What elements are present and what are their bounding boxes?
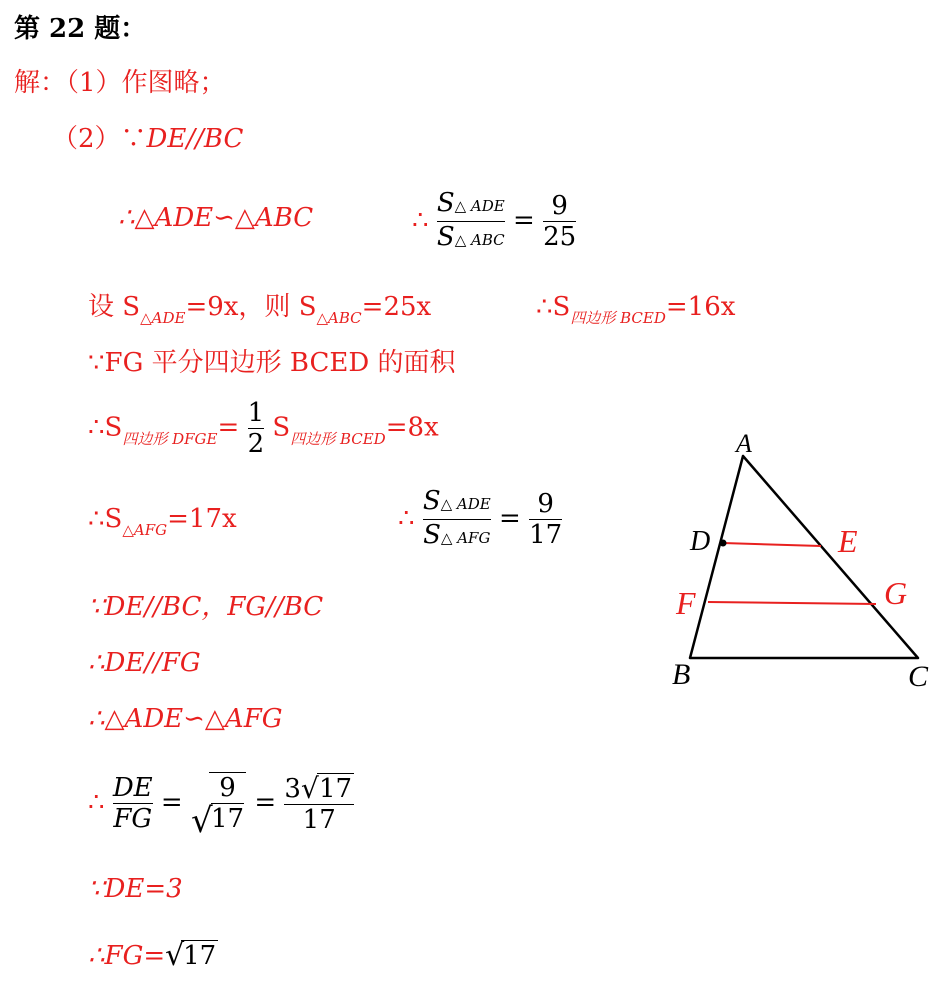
subscript: △AFG [122, 521, 168, 539]
similar-triangles-2: ∴△ADE∽△AFG [88, 704, 283, 734]
point-d-dot [720, 540, 727, 547]
because-prefix: （2）∵ [52, 124, 147, 154]
solution-line-2 [52, 124, 243, 154]
equals-sign: = [513, 205, 535, 236]
numerator: DE [112, 773, 153, 803]
subscript: △ ADE [454, 197, 505, 215]
therefore-symbol: ∴ [398, 503, 415, 534]
text-segment: =9x，则 S [185, 292, 317, 322]
subscript: △ AFG [440, 529, 491, 547]
radicand: 17 [318, 773, 353, 804]
coefficient: 3 [284, 773, 301, 804]
denominator: 25 [543, 222, 577, 252]
equals-sign: = [217, 412, 240, 443]
triangle-figure [664, 422, 944, 692]
segment-de [723, 543, 821, 546]
side-ratio-line [88, 771, 354, 841]
radical-icon: √ [300, 771, 319, 805]
area-ratio-1 [412, 188, 576, 255]
text-segment: S [272, 412, 291, 443]
numerator: 1 [247, 398, 265, 428]
label-d: D [690, 526, 711, 557]
radical-icon: √ [165, 938, 185, 973]
label-f: F [676, 585, 696, 621]
subscript: 四边形 BCED [290, 429, 386, 448]
numerator: 9 [537, 489, 554, 519]
text-segment: ∴FG= [88, 941, 166, 971]
radicand: 17 [183, 941, 217, 971]
text-segment: =25x [361, 292, 432, 322]
simplified-fraction [284, 773, 354, 835]
subscript: 四边形 DFGE [122, 429, 218, 448]
area-fraction-2 [423, 486, 491, 553]
text-segment: =16x [665, 292, 736, 322]
let-area-line [88, 292, 431, 325]
denominator: 2 [247, 429, 265, 459]
s-symbol: S [422, 486, 441, 516]
s-symbol: S [436, 222, 455, 252]
subscript: 四边形 BCED [570, 309, 666, 327]
denominator: 17 [210, 804, 245, 834]
bisect-statement: ∵FG 平分四边形 BCED 的面积 [88, 348, 456, 378]
text-segment: ∴S [88, 412, 123, 443]
subscript: △ADE [140, 309, 186, 327]
side-fraction [113, 773, 153, 834]
denominator: FG [113, 804, 153, 834]
half-area-line [88, 398, 439, 459]
label-g: G [884, 575, 908, 611]
numerator: 9 [219, 773, 236, 803]
therefore-symbol: ∴ [88, 787, 105, 818]
s-symbol: S [423, 520, 441, 550]
label-e: E [838, 523, 858, 559]
denominator: 17 [529, 520, 563, 550]
text-segment: =8x [385, 412, 439, 443]
area-ratio-2 [398, 486, 562, 553]
equals-sign: = [499, 503, 521, 534]
text-segment: =17x [167, 504, 237, 534]
solution-line-1: 解：（1）作图略； [14, 68, 226, 98]
de-value-line: ∵DE=3 [88, 874, 183, 904]
label-c: C [908, 660, 929, 692]
triangle-abc [690, 456, 918, 658]
s-symbol: S [436, 188, 455, 218]
parallel-relation: DE//BC [146, 124, 244, 154]
ratio-fraction [543, 191, 576, 252]
radical-icon: √ [190, 801, 213, 841]
problem-header: 第 22 题： [14, 14, 147, 44]
two-parallels-line: ∵DE//BC，FG//BC [88, 592, 324, 622]
text-segment: ∴S [88, 504, 123, 534]
afg-area-line [88, 504, 237, 537]
similar-triangles-1: ∴△ADE∽△ABC [118, 203, 314, 233]
numerator: 9 [551, 191, 568, 221]
denominator: 17 [284, 804, 354, 835]
sqrt-answer [165, 940, 218, 971]
subscript: △ ADE [440, 495, 491, 513]
subscript: △ ABC [454, 231, 505, 249]
quad-area-line [536, 292, 735, 325]
ratio-fraction-2 [529, 489, 562, 550]
text-segment: ∴S [536, 292, 571, 322]
label-b: B [672, 658, 691, 691]
segment-fg [708, 602, 876, 604]
label-a: A [736, 429, 752, 458]
area-fraction [437, 188, 505, 255]
fg-answer-line [88, 940, 218, 971]
equals-sign: = [254, 787, 277, 818]
equals-sign: = [160, 787, 183, 818]
text-segment: 设 S [88, 292, 141, 322]
subscript: △ABC [316, 309, 362, 327]
half-fraction [248, 398, 265, 459]
de-parallel-fg-line: ∴DE//FG [88, 648, 201, 678]
sqrt-fraction [190, 772, 246, 841]
therefore-symbol: ∴ [412, 205, 429, 236]
